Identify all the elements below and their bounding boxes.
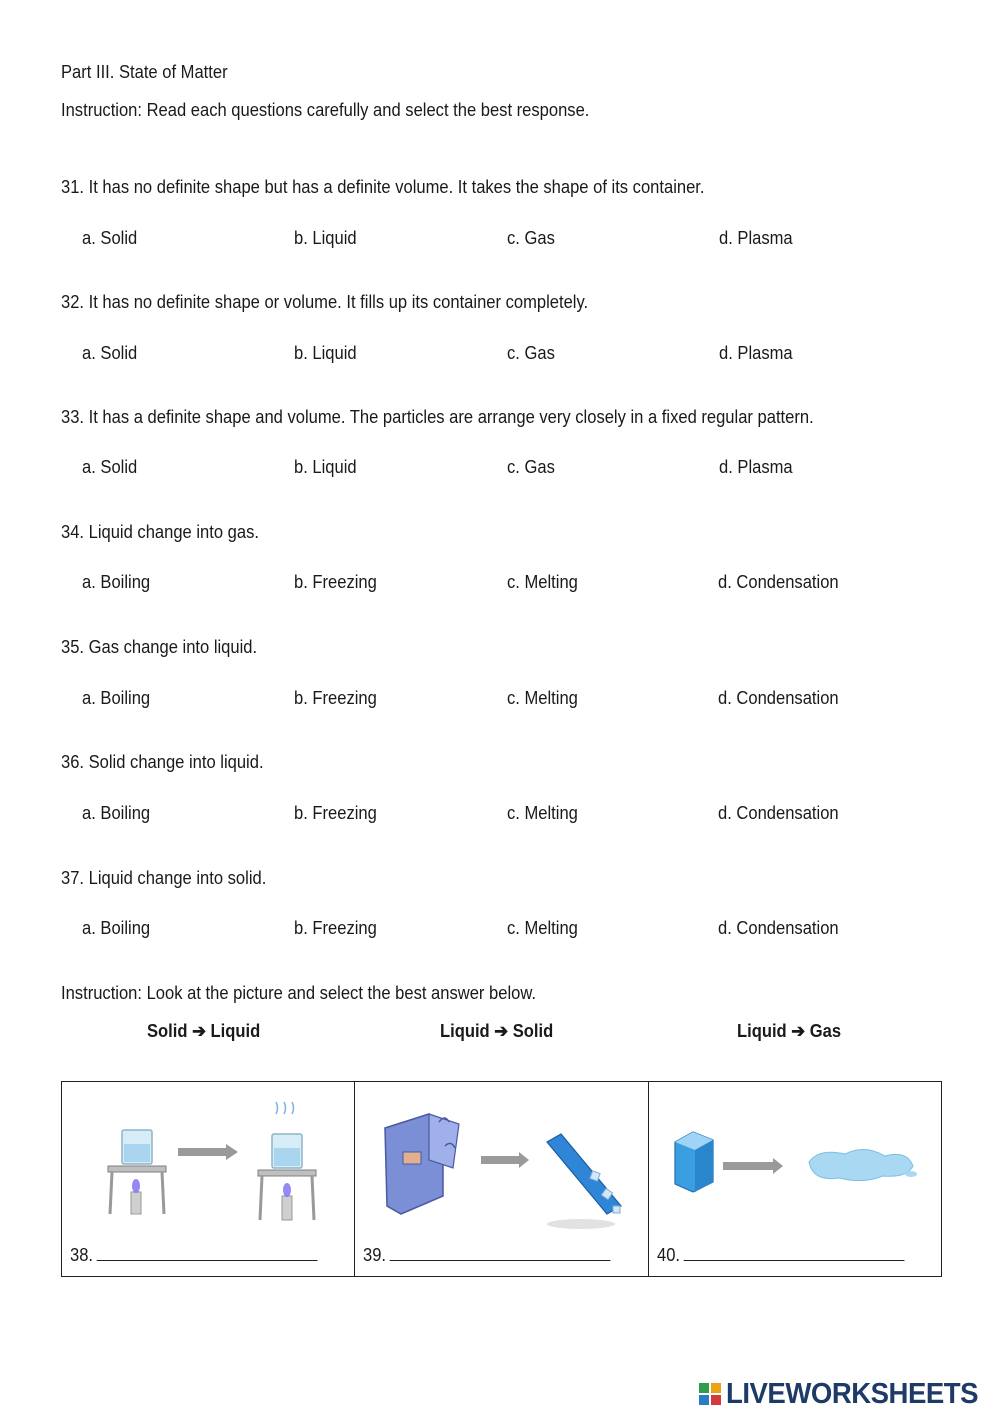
question-37: 37. Liquid change into solid.: [61, 868, 267, 888]
option-32-a[interactable]: a. Solid: [82, 343, 138, 363]
option-36-c[interactable]: c. Melting: [507, 803, 578, 823]
option-32-c[interactable]: c. Gas: [507, 343, 555, 363]
option-31-b[interactable]: b. Liquid: [294, 228, 357, 248]
option-33-a[interactable]: a. Solid: [82, 457, 138, 477]
ice-cube-icon: [675, 1132, 713, 1192]
answer-line-40[interactable]: [683, 1244, 904, 1261]
item-number-39: 39.: [363, 1245, 387, 1265]
item-number-38: 38.: [70, 1245, 94, 1265]
arrow-icon: [178, 1144, 238, 1160]
question-35: 35. Gas change into liquid.: [61, 637, 258, 657]
instruction-read: Instruction: Read each questions carefully and select the best response.: [61, 100, 590, 120]
option-34-c[interactable]: c. Melting: [507, 572, 578, 592]
freezer-icon: [385, 1114, 459, 1214]
option-36-a[interactable]: a. Boiling: [82, 803, 151, 823]
picture-cell-40: [649, 1082, 941, 1276]
picture-table: [61, 1081, 942, 1277]
beaker-stand-left: [108, 1130, 166, 1214]
option-35-d[interactable]: d. Condensation: [718, 688, 839, 708]
option-32-d[interactable]: d. Plasma: [719, 343, 793, 363]
question-34: 34. Liquid change into gas.: [61, 522, 259, 542]
option-36-d[interactable]: d. Condensation: [718, 803, 839, 823]
arrow-icon: [481, 1152, 529, 1168]
question-32: 32. It has no definite shape or volume. It fills up its container completely.: [61, 292, 589, 312]
option-37-b[interactable]: b. Freezing: [294, 918, 377, 938]
part-title: Part III. State of Matter: [61, 62, 228, 82]
question-31: 31. It has no definite shape but has a definite volume. It takes the shape of its container.: [61, 177, 705, 197]
liveworksheets-logo: [698, 1377, 991, 1410]
arrow-icon: [723, 1158, 783, 1174]
option-35-c[interactable]: c. Melting: [507, 688, 578, 708]
option-37-c[interactable]: c. Melting: [507, 918, 578, 938]
picture-cell-39: [355, 1082, 648, 1276]
logo-grid-icon: [698, 1382, 724, 1406]
question-36: 36. Solid change into liquid.: [61, 752, 264, 772]
option-37-a[interactable]: a. Boiling: [82, 918, 151, 938]
instruction-picture: Instruction: Look at the picture and select the best answer below.: [61, 983, 537, 1003]
answer-blank-39[interactable]: [363, 1244, 611, 1266]
option-33-c[interactable]: c. Gas: [507, 457, 555, 477]
answer-line-39[interactable]: [390, 1244, 611, 1261]
option-35-b[interactable]: b. Freezing: [294, 688, 377, 708]
option-31-d[interactable]: d. Plasma: [719, 228, 793, 248]
option-34-a[interactable]: a. Boiling: [82, 572, 151, 592]
answer-line-38[interactable]: [97, 1244, 318, 1261]
picture-cell-38: [62, 1082, 355, 1276]
option-33-b[interactable]: b. Liquid: [294, 457, 357, 477]
question-33: 33. It has a definite shape and volume. The particles are arrange very closely in a fixed regular pattern.: [61, 407, 814, 427]
choice-liquid-to-gas[interactable]: Liquid ➔ Gas: [737, 1021, 842, 1041]
option-34-b[interactable]: b. Freezing: [294, 572, 377, 592]
item-number-40: 40.: [656, 1245, 680, 1265]
option-31-c[interactable]: c. Gas: [507, 228, 555, 248]
ice-tray-icon: [547, 1134, 621, 1229]
option-31-a[interactable]: a. Solid: [82, 228, 138, 248]
option-37-d[interactable]: d. Condensation: [718, 918, 839, 938]
option-36-b[interactable]: b. Freezing: [294, 803, 377, 823]
choice-liquid-to-solid[interactable]: Liquid ➔ Solid: [440, 1021, 554, 1041]
answer-blank-40[interactable]: [657, 1244, 905, 1266]
option-32-b[interactable]: b. Liquid: [294, 343, 357, 363]
beaker-stand-right: [258, 1102, 316, 1220]
option-35-a[interactable]: a. Boiling: [82, 688, 151, 708]
option-33-d[interactable]: d. Plasma: [719, 457, 793, 477]
choice-solid-to-liquid[interactable]: Solid ➔ Liquid: [147, 1021, 261, 1041]
answer-blank-38[interactable]: [70, 1244, 318, 1266]
puddle-icon: [809, 1149, 917, 1180]
option-34-d[interactable]: d. Condensation: [718, 572, 839, 592]
logo-text: LIVEWORKSHEETS: [726, 1377, 979, 1410]
